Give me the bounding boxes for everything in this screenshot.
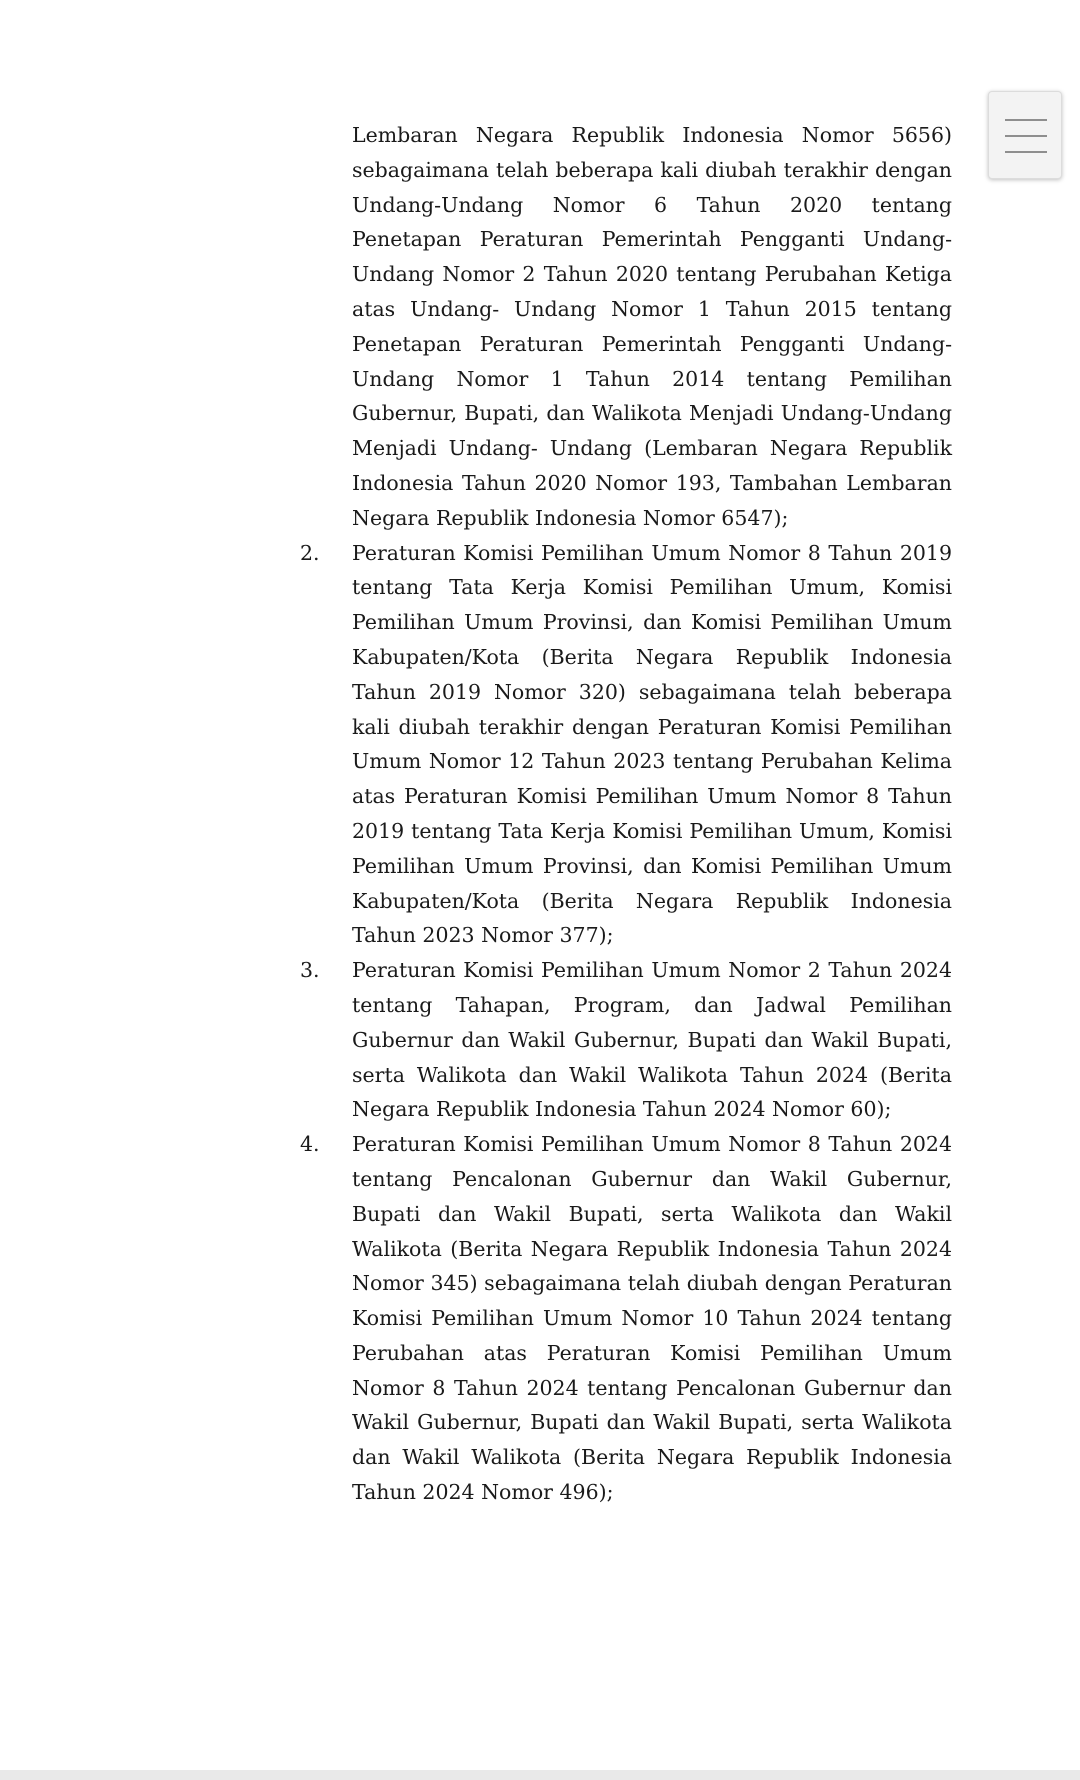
list-item-number: 3. — [300, 958, 320, 983]
document-content — [300, 118, 952, 1510]
bottom-edge — [0, 1770, 1080, 1780]
list-item — [300, 1127, 952, 1510]
list-item-number: 2. — [300, 540, 320, 565]
hamburger-menu-icon-bar — [1005, 151, 1047, 153]
list-item — [300, 953, 952, 1127]
continuation-paragraph: Lembaran Negara Republik Indonesia Nomor 5656) sebagaimana telah beberapa kali diubah terakhir dengan Undang-Undang Nomor 6 Tahun 2020 tentang Penetapan Peraturan Pemerintah Pengganti Undang-Undang Nomor 2 Tahun 2020 tentang Perubahan Ketiga atas Undang- Undang Nomor 1 Tahun 2015 tentang Penetapan Peraturan Pemerintah Pengganti Undang-Undang Nomor 1 Tahun 2014 tentang Pemilihan Gubernur, Bupati, dan Walikota Menjadi Undang-Undang Menjadi Undang- Undang (Lembaran Negara Republik Indonesia Tahun 2020 Nomor 193, Tambahan Lembaran Negara Republik Indonesia Nomor 6547); — [352, 123, 952, 530]
list-item-text: Peraturan Komisi Pemilihan Umum Nomor 8 Tahun 2019 tentang Tata Kerja Komisi Pemilihan Umum, Komisi Pemilihan Umum Provinsi, dan Komisi Pemilihan Umum Kabupaten/Kota (Berita Negara Republik Indonesia Tahun 2019 Nomor 320) sebagaimana telah beberapa kali diubah terakhir dengan Peraturan Komisi Pemilihan Umum Nomor 12 Tahun 2023 tentang Perubahan Kelima atas Peraturan Komisi Pemilihan Umum Nomor 8 Tahun 2019 tentang Tata Kerja Komisi Pemilihan Umum, Komisi Pemilihan Umum Provinsi, dan Komisi Pemilihan Umum Kabupaten/Kota (Berita Negara Republik Indonesia Tahun 2023 Nomor 377); — [352, 540, 952, 948]
list-item-text: Peraturan Komisi Pemilihan Umum Nomor 2 Tahun 2024 tentang Tahapan, Program, dan Jadwal Pemilihan Gubernur dan Wakil Gubernur, Bupati dan Wakil Bupati, serta Walikota dan Wakil Walikota Tahun 2024 (Berita Negara Republik Indonesia Tahun 2024 Nomor 60); — [352, 958, 952, 1122]
list-item — [300, 536, 952, 954]
hamburger-menu-icon-bar — [1005, 135, 1047, 137]
list-item-number: 4. — [300, 1132, 320, 1157]
list-item-text: Peraturan Komisi Pemilihan Umum Nomor 8 Tahun 2024 tentang Pencalonan Gubernur dan Wakil Gubernur, Bupati dan Wakil Bupati, serta Walikota dan Wakil Walikota (Berita Negara Republik Indonesia Tahun 2024 Nomor 345) sebagaimana telah diubah dengan Peraturan Komisi Pemilihan Umum Nomor 10 Tahun 2024 tentang Perubahan atas Peraturan Komisi Pemilihan Umum Nomor 8 Tahun 2024 tentang Pencalonan Gubernur dan Wakil Gubernur, Bupati dan Wakil Bupati, serta Walikota dan Wakil Walikota (Berita Negara Republik Indonesia Tahun 2024 Nomor 496); — [352, 1132, 952, 1505]
hamburger-menu-icon — [1005, 119, 1047, 121]
menu-button[interactable] — [988, 91, 1062, 179]
